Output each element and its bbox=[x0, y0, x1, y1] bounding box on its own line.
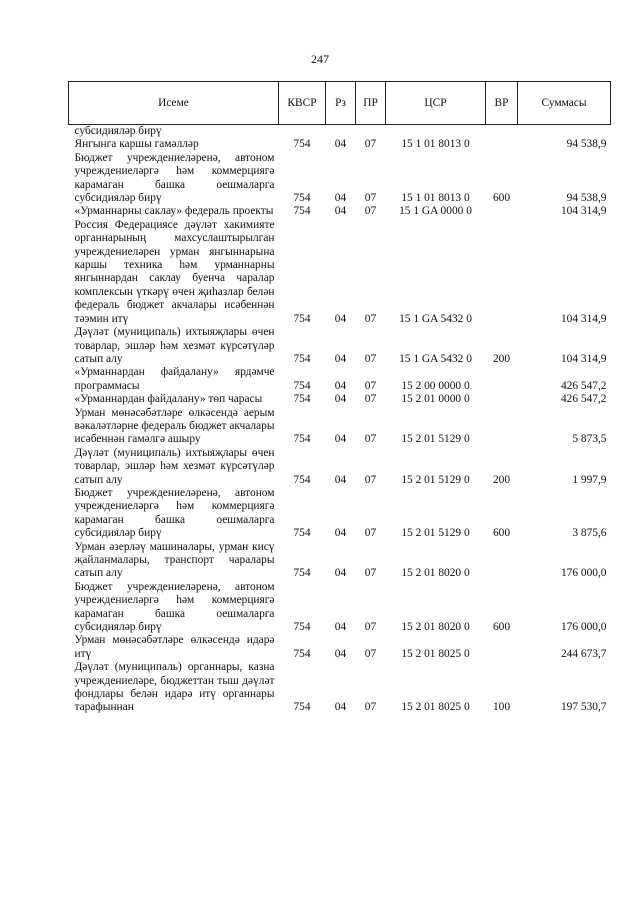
cell-csr: 15 2 00 0000 0 bbox=[401, 379, 470, 392]
cell-name: Дәүләт (муниципаль) ихтыяҗлары өчен товарлар, эшләр һәм хезмәт күрсәтүләр сатып алу bbox=[74, 326, 275, 365]
cell-rz: 04 bbox=[334, 205, 347, 218]
cell-csr: 15 2 01 8020 0 bbox=[401, 621, 470, 634]
table-row bbox=[69, 407, 611, 447]
cell-csr: 15 2 01 8020 0 bbox=[401, 567, 470, 580]
cell-vr bbox=[486, 219, 518, 326]
cell-kvsr: 754 bbox=[293, 138, 311, 151]
cell-pr: 07 bbox=[364, 352, 377, 365]
cell-vr: 200 bbox=[492, 473, 511, 486]
table-row bbox=[69, 634, 611, 661]
cell-kvsr: 754 bbox=[293, 205, 311, 218]
cell-csr: 15 2 01 8025 0 bbox=[401, 647, 470, 660]
cell-name: Бюджет учреждениеләренә, автоном учреждениеләргә һәм коммерциягә карамаган башка оешмаларга субсидияләр бирү bbox=[74, 580, 275, 634]
cell-rz: 04 bbox=[334, 527, 347, 540]
cell-vr: 600 bbox=[492, 621, 511, 634]
cell-sum: 426 547,2 bbox=[560, 379, 607, 392]
cell-pr: 07 bbox=[364, 567, 377, 580]
column-header-pr: ПР bbox=[356, 82, 386, 125]
cell-csr: 15 1 01 8013 0 bbox=[401, 192, 470, 205]
cell-vr bbox=[486, 541, 518, 581]
cell-rz bbox=[326, 125, 356, 139]
cell-rz: 04 bbox=[334, 433, 347, 446]
cell-sum: 104 314,9 bbox=[560, 352, 607, 365]
table-row bbox=[69, 125, 611, 139]
cell-kvsr: 754 bbox=[293, 312, 311, 325]
cell-sum: 426 547,2 bbox=[560, 393, 607, 406]
cell-name: Дәүләт (муниципаль) ихтыяҗлары өчен товарлар, эшләр һәм хезмәт күрсәтүләр сатып алу bbox=[74, 446, 275, 486]
cell-kvsr: 754 bbox=[293, 621, 311, 634]
column-header-kvsr: КВСР bbox=[279, 82, 326, 125]
cell-kvsr: 754 bbox=[293, 647, 311, 660]
cell-csr: 15 2 01 5129 0 bbox=[401, 527, 470, 540]
table-row bbox=[69, 219, 611, 326]
cell-vr: 200 bbox=[492, 352, 511, 365]
cell-rz: 04 bbox=[334, 567, 347, 580]
cell-vr bbox=[486, 138, 518, 151]
table-row bbox=[69, 541, 611, 581]
column-header-csr: ЦСР bbox=[386, 82, 486, 125]
cell-name: Дәүләт (муниципаль) органнары, казна учреждениеләре, бюджеттан тыш дәүләт фондлары белән идарә итү органнары тарафыннан bbox=[74, 661, 275, 714]
budget-table bbox=[68, 81, 611, 715]
cell-kvsr: 754 bbox=[293, 379, 311, 392]
column-header-name: Исеме bbox=[69, 82, 279, 125]
cell-rz: 04 bbox=[334, 621, 347, 634]
cell-pr: 07 bbox=[364, 433, 377, 446]
cell-rz: 04 bbox=[334, 192, 347, 205]
cell-name: «Урманнарны саклау» федераль проекты bbox=[74, 205, 274, 218]
cell-kvsr: 754 bbox=[293, 701, 311, 714]
cell-vr: 100 bbox=[492, 701, 511, 714]
cell-name: «Урманнардан файдалану» ярдәмче программасы bbox=[74, 366, 275, 392]
cell-name: Бюджет учреждениеләренә, автоном учреждениеләргә һәм коммерциягә карамаган башка оешмаларга субсидияләр бирү bbox=[74, 151, 275, 205]
cell-csr: 15 1 GA 5432 0 bbox=[399, 352, 472, 365]
cell-vr bbox=[486, 393, 518, 406]
cell-rz: 04 bbox=[334, 379, 347, 392]
cell-pr: 07 bbox=[364, 701, 377, 714]
cell-sum: 5 873,5 bbox=[572, 433, 607, 446]
cell-vr bbox=[486, 205, 518, 218]
cell-rz: 04 bbox=[334, 312, 347, 325]
cell-kvsr: 754 bbox=[293, 433, 311, 446]
cell-sum: 244 673,7 bbox=[560, 647, 607, 660]
cell-name: Бюджет учреждениеләренә, автоном учреждениеләргә һәм коммерциягә карамаган башка оешмаларга субсидияләр бирү bbox=[74, 486, 275, 540]
cell-pr: 07 bbox=[364, 192, 377, 205]
table-row bbox=[69, 205, 611, 218]
cell-rz: 04 bbox=[334, 473, 347, 486]
table-row bbox=[69, 326, 611, 366]
cell-sum: 3 875,6 bbox=[572, 527, 607, 540]
page-number: 247 bbox=[311, 52, 329, 66]
cell-kvsr: 754 bbox=[293, 473, 311, 486]
cell-vr bbox=[486, 634, 518, 661]
table-row bbox=[69, 661, 611, 715]
table-row bbox=[69, 138, 611, 151]
cell-kvsr: 754 bbox=[293, 527, 311, 540]
cell-csr: 15 2 01 0000 0 bbox=[401, 393, 470, 406]
cell-kvsr: 754 bbox=[293, 352, 311, 365]
cell-pr: 07 bbox=[364, 647, 377, 660]
cell-sum: 94 538,9 bbox=[566, 192, 607, 205]
cell-vr: 600 bbox=[492, 527, 511, 540]
table-row bbox=[69, 487, 611, 541]
cell-pr: 07 bbox=[364, 621, 377, 634]
cell-name: Янгынга каршы гамәлләр bbox=[74, 138, 199, 151]
cell-name: субсидияләр бирү bbox=[74, 125, 162, 137]
cell-vr bbox=[486, 366, 518, 393]
column-header-vr: ВР bbox=[486, 82, 518, 125]
table-row bbox=[69, 366, 611, 393]
cell-name: «Урманнардан файдалану» төп чарасы bbox=[74, 393, 263, 406]
cell-vr bbox=[486, 407, 518, 447]
cell-csr: 15 2 01 5129 0 bbox=[401, 433, 470, 446]
cell-kvsr bbox=[279, 125, 326, 139]
cell-rz: 04 bbox=[334, 701, 347, 714]
cell-sum: 197 530,7 bbox=[560, 701, 607, 714]
column-header-sum: Суммасы bbox=[518, 82, 611, 125]
cell-csr: 15 2 01 5129 0 bbox=[401, 473, 470, 486]
cell-pr: 07 bbox=[364, 205, 377, 218]
cell-name: Россия Федерациясе дәүләт хакимияте органнарының махсуслаштырылган учреждениеләрен урман янгыннарына каршы техника һәм урманнарны янгыннардан саклау буенча чаралар комплексын үткәрү өчен җиһазлар белән федераль бюджет акчалары исәбеннән тәэмин итү bbox=[74, 218, 275, 325]
column-header-rz: Рз bbox=[326, 82, 356, 125]
cell-pr: 07 bbox=[364, 379, 377, 392]
table-header-row bbox=[69, 82, 611, 125]
cell-vr: 600 bbox=[492, 192, 511, 205]
cell-name: Урман мөнәсәбәтләре өлкәсендә идарә итү bbox=[74, 634, 275, 660]
cell-kvsr: 754 bbox=[293, 567, 311, 580]
cell-rz: 04 bbox=[334, 647, 347, 660]
cell-csr: 15 1 GA 0000 0 bbox=[399, 205, 472, 218]
cell-rz: 04 bbox=[334, 393, 347, 406]
table-body bbox=[69, 125, 611, 715]
cell-sum bbox=[518, 125, 611, 139]
cell-csr bbox=[386, 125, 486, 139]
table-row bbox=[69, 152, 611, 206]
cell-kvsr: 754 bbox=[293, 192, 311, 205]
cell-name: Урман мөнәсәбәтләре өлкәсендә аерым вәкаләтләрне федераль бюджет акчалары исәбеннән гамәлгә ашыру bbox=[74, 406, 275, 446]
cell-sum: 104 314,9 bbox=[560, 205, 607, 218]
cell-pr: 07 bbox=[364, 312, 377, 325]
cell-vr bbox=[486, 125, 518, 139]
table-row bbox=[69, 393, 611, 406]
cell-pr: 07 bbox=[364, 393, 377, 406]
cell-csr: 15 1 GA 5432 0 bbox=[399, 312, 472, 325]
cell-sum: 104 314,9 bbox=[560, 312, 607, 325]
cell-sum: 176 000,0 bbox=[560, 621, 607, 634]
cell-pr: 07 bbox=[364, 138, 377, 151]
cell-pr: 07 bbox=[364, 527, 377, 540]
cell-csr: 15 2 01 8025 0 bbox=[401, 701, 470, 714]
cell-rz: 04 bbox=[334, 352, 347, 365]
table-row bbox=[69, 581, 611, 635]
cell-csr: 15 1 01 8013 0 bbox=[401, 138, 470, 151]
cell-pr: 07 bbox=[364, 473, 377, 486]
cell-pr bbox=[356, 125, 386, 139]
cell-sum: 94 538,9 bbox=[566, 138, 607, 151]
cell-name: Урман әзерләү машиналары, урман кисү җайланмалары, транспорт чаралары сатып алу bbox=[74, 540, 275, 580]
cell-sum: 176 000,0 bbox=[560, 567, 607, 580]
cell-kvsr: 754 bbox=[293, 393, 311, 406]
table-row bbox=[69, 447, 611, 487]
cell-sum: 1 997,9 bbox=[572, 473, 607, 486]
cell-rz: 04 bbox=[334, 138, 347, 151]
